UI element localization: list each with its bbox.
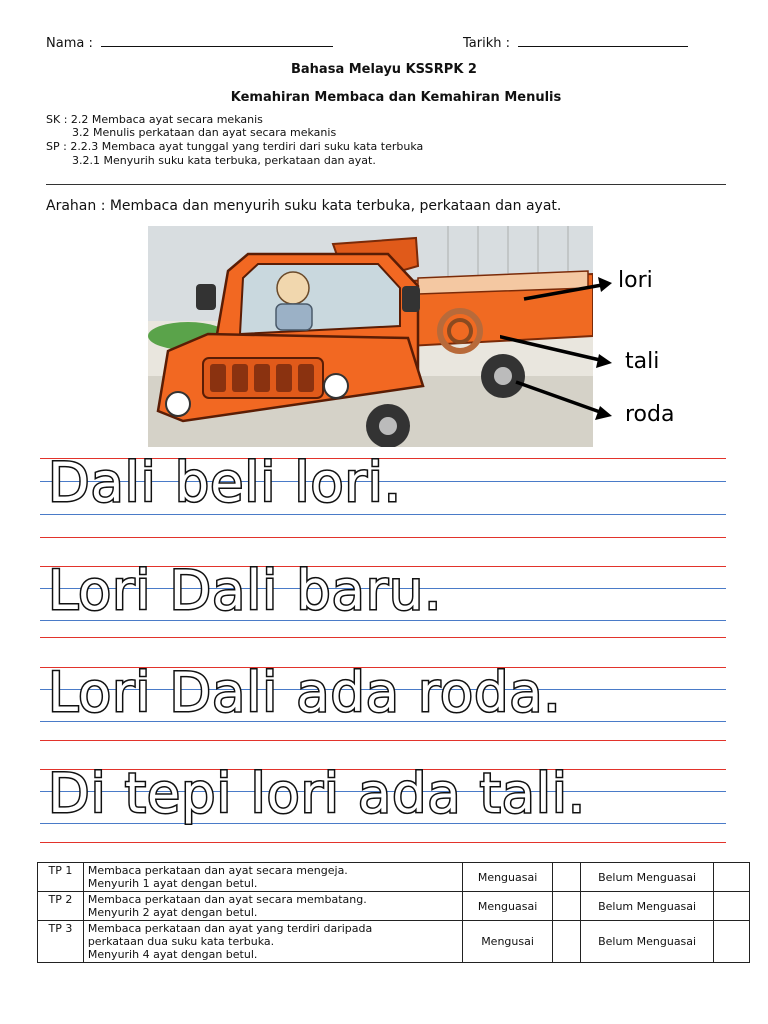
- rubric-mastered-label: Menguasai: [462, 892, 553, 921]
- rubric-desc-line: Membaca perkataan dan ayat secara mengeja.: [87, 864, 348, 877]
- rubric-desc-line: Menyurih 4 ayat dengan betul.: [87, 948, 258, 961]
- rubric-not-mastered-checkbox[interactable]: [714, 892, 750, 921]
- name-blank[interactable]: [101, 34, 333, 47]
- rubric-desc-line: Membaca perkataan dan ayat yang terdiri daripada: [87, 922, 373, 935]
- rubric-mastered-checkbox[interactable]: [553, 892, 581, 921]
- rubric-level: TP 2: [38, 892, 84, 921]
- rubric-not-mastered-checkbox[interactable]: [714, 921, 750, 963]
- rubric-desc-line: Menyurih 1 ayat dengan betul.: [87, 877, 258, 890]
- red-line: [40, 637, 726, 638]
- red-line: [40, 740, 726, 741]
- rubric-level: TP 3: [38, 921, 84, 963]
- date-field[interactable]: [463, 34, 688, 51]
- tracing-sentence-1: Dali beli lori.: [48, 451, 402, 514]
- label-lori: lori: [618, 268, 653, 293]
- rubric-desc-line: Menyurih 2 ayat dengan betul.: [87, 906, 258, 919]
- sk-line-2: 3.2 Menulis perkataan dan ayat secara mekanis: [72, 126, 337, 139]
- rubric-mastered-checkbox[interactable]: [553, 921, 581, 963]
- sk-line-1: SK : 2.2 Membaca ayat secara mekanis: [46, 113, 263, 126]
- rubric-mastered-checkbox[interactable]: [553, 863, 581, 892]
- rubric-level: TP 1: [38, 863, 84, 892]
- header-divider: [46, 184, 726, 185]
- rubric-row: [38, 921, 750, 963]
- red-line: [40, 842, 726, 843]
- tracing-sentence-2: Lori Dali baru.: [48, 559, 443, 622]
- rubric-not-mastered-label: Belum Menguasai: [580, 892, 713, 921]
- worksheet-subtitle: Kemahiran Membaca dan Kemahiran Menulis: [230, 90, 562, 105]
- date-label: Tarikh :: [463, 36, 510, 51]
- rubric-mastered-label: Mengusai: [462, 921, 553, 963]
- name-field[interactable]: [46, 34, 333, 51]
- name-label: Nama :: [46, 36, 93, 51]
- tracing-sentence-3: Lori Dali ada roda.: [48, 661, 562, 724]
- label-roda: roda: [625, 402, 675, 427]
- rubric-description: [83, 892, 462, 921]
- rubric-desc-line: Membaca perkataan dan ayat secara membatang.: [87, 893, 367, 906]
- label-arrows: [500, 260, 630, 430]
- rubric-row: [38, 863, 750, 892]
- rubric-not-mastered-checkbox[interactable]: [714, 863, 750, 892]
- sp-line-1: SP : 2.2.3 Membaca ayat tunggal yang terdiri dari suku kata terbuka: [46, 140, 424, 153]
- rubric-not-mastered-label: Belum Menguasai: [580, 863, 713, 892]
- rubric-mastered-label: Menguasai: [462, 863, 553, 892]
- rubric-description: [83, 863, 462, 892]
- red-line: [40, 537, 726, 538]
- date-blank[interactable]: [518, 34, 688, 47]
- rubric-row: [38, 892, 750, 921]
- rubric-desc-line: perkataan dua suku kata terbuka.: [87, 935, 275, 948]
- blue-line: [40, 514, 726, 515]
- sp-line-2: 3.2.1 Menyurih suku kata terbuka, perkataan dan ayat.: [72, 154, 376, 167]
- rubric-description: [83, 921, 462, 963]
- rubric-not-mastered-label: Belum Menguasai: [580, 921, 713, 963]
- worksheet-title: Bahasa Melayu KSSRPK 2: [291, 62, 477, 77]
- instruction: Arahan : Membaca dan menyurih suku kata terbuka, perkataan dan ayat.: [46, 198, 562, 214]
- label-tali: tali: [625, 349, 660, 374]
- tracing-sentence-4: Di tepi lori ada tali.: [48, 762, 587, 825]
- assessment-rubric-table: [37, 862, 750, 963]
